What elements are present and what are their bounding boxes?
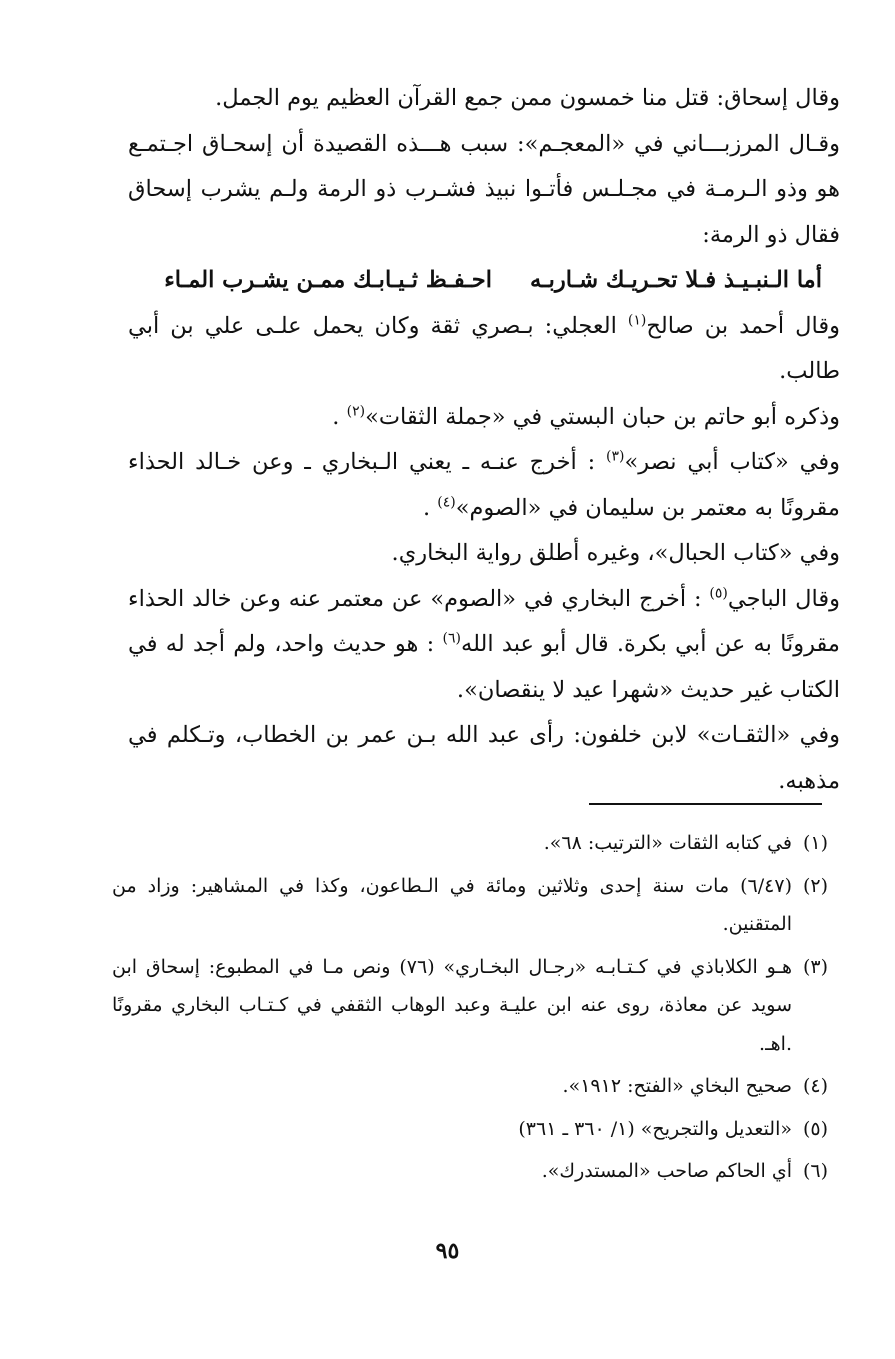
paragraph: وفي «الثقـات» لابن خلفون: رأى عبد الله بـن عمر بن الخطاب، وتـكلم في مذهبه. bbox=[128, 722, 840, 794]
footnote bbox=[112, 824, 828, 863]
footnote bbox=[112, 1152, 828, 1191]
footnotes bbox=[112, 824, 828, 1195]
footnote-marker[interactable]: (١) bbox=[627, 312, 647, 328]
footnote-text: «التعديل والتجريح» (١/ ٣٦٠ ـ ٣٦١) bbox=[518, 1117, 792, 1140]
main-text bbox=[128, 76, 840, 804]
page-number: ٩٥ bbox=[435, 1238, 460, 1264]
text-run: . bbox=[332, 403, 347, 430]
footnote-text: هـو الكلاباذي في كـتـابـه «رجـال البخـاري» (٧٦) ونص مـا في المطبوع: إسحاق ابن سويد عن معاذة، روى عنه ابن عليـة وعبد الوهاب الثقفي في كـتـاب البخاري مقرونًا .اهـ. bbox=[112, 955, 792, 1055]
paragraph bbox=[128, 440, 840, 531]
footnote-number: (٥) bbox=[802, 1117, 828, 1140]
footnote-number: (٢) bbox=[802, 874, 828, 897]
footnote-marker[interactable]: (٥) bbox=[709, 585, 728, 601]
text-run: : أخرج عنـه ـ يعني الـبخاري ـ وعن خـالد الحذاء مقرونًا به معتمر بن سليمان في «الصوم» bbox=[128, 449, 840, 521]
verse-hemistich-2: احـفـظ ثـيـابـك ممـن يشـرب المـاء bbox=[164, 267, 492, 293]
paragraph bbox=[128, 304, 840, 395]
footnote-number: (٣) bbox=[802, 955, 828, 978]
footnote-text: صحيح البخاي «الفتح: ١٩١٢». bbox=[562, 1075, 792, 1097]
text-run: : أخرج البخاري في «الصوم» عن معتمر عنه وعن خالد الحذاء مقرونًا به عن أبي بكرة. قال أبو عبد الله bbox=[128, 585, 840, 657]
text-run: وقال أحمد بن صالح bbox=[646, 312, 840, 339]
footnote-text: أي الحاكم صاحب «المستدرك». bbox=[541, 1160, 792, 1182]
footnote-marker[interactable]: (٢) bbox=[346, 403, 366, 419]
footnote-text: (٦/٤٧) مات سنة إحدى وثلاثين ومائة في الـطاعون، وكذا في المشاهير: وزاد من المتقنين. bbox=[112, 874, 792, 935]
footnote bbox=[112, 867, 828, 944]
paragraph: وقـال المرزبـــاني في «المعجـم»: سبب هـــذه القصيدة أن إسحـاق اجـتمـع هو وذو الـرمـة في مجـلـس فأتـوا نبيذ فشـرب ذو الرمة ولـم يشرب إسحاق فقال ذو الرمة: bbox=[128, 130, 840, 248]
text-run: : هو حديث واحد، ولم أجد له في الكتاب غير حديث «شهرا عيد لا ينقصان». bbox=[128, 631, 840, 703]
footnote bbox=[112, 948, 828, 1064]
footnote-marker[interactable]: (٦) bbox=[442, 630, 462, 647]
paragraph bbox=[128, 577, 840, 714]
footnote-marker[interactable]: (٣) bbox=[606, 448, 625, 465]
footnote-text: في كتابه الثقات «الترتيب: ٦٨». bbox=[543, 832, 792, 854]
footnote-number: (٤) bbox=[802, 1075, 828, 1097]
paragraph bbox=[128, 395, 840, 441]
text-run: وفي «كتاب أبي نصر» bbox=[624, 449, 840, 475]
text-run: . bbox=[422, 494, 438, 521]
footnote-marker[interactable]: (٤) bbox=[437, 494, 456, 510]
text-run: العجلي: بـصري ثقة وكان يحمل علـى علي بن أبي طالب. bbox=[128, 312, 840, 384]
text-run: وذكره أبو حاتم بن حبان البستي في «جملة الثقات» bbox=[365, 403, 840, 430]
paragraph: وقال إسحاق: قتل منا خمسون ممن جمع القرآن العظيم يوم الجمل. bbox=[215, 85, 840, 111]
footnote bbox=[112, 1110, 828, 1149]
footnote-separator bbox=[589, 803, 822, 805]
footnote bbox=[112, 1067, 828, 1106]
paragraph: وفي «كتاب الحبال»، وغيره أطلق رواية البخاري. bbox=[391, 540, 840, 566]
verse-hemistich-1: أما الـنبـيـذ فـلا تحـريـك شـاربـه bbox=[529, 267, 822, 293]
footnote-number: (٦) bbox=[802, 1160, 828, 1182]
footnote-number: (١) bbox=[802, 832, 828, 854]
text-run: وقال الباجي bbox=[727, 585, 841, 612]
poetry-verse bbox=[128, 258, 840, 304]
